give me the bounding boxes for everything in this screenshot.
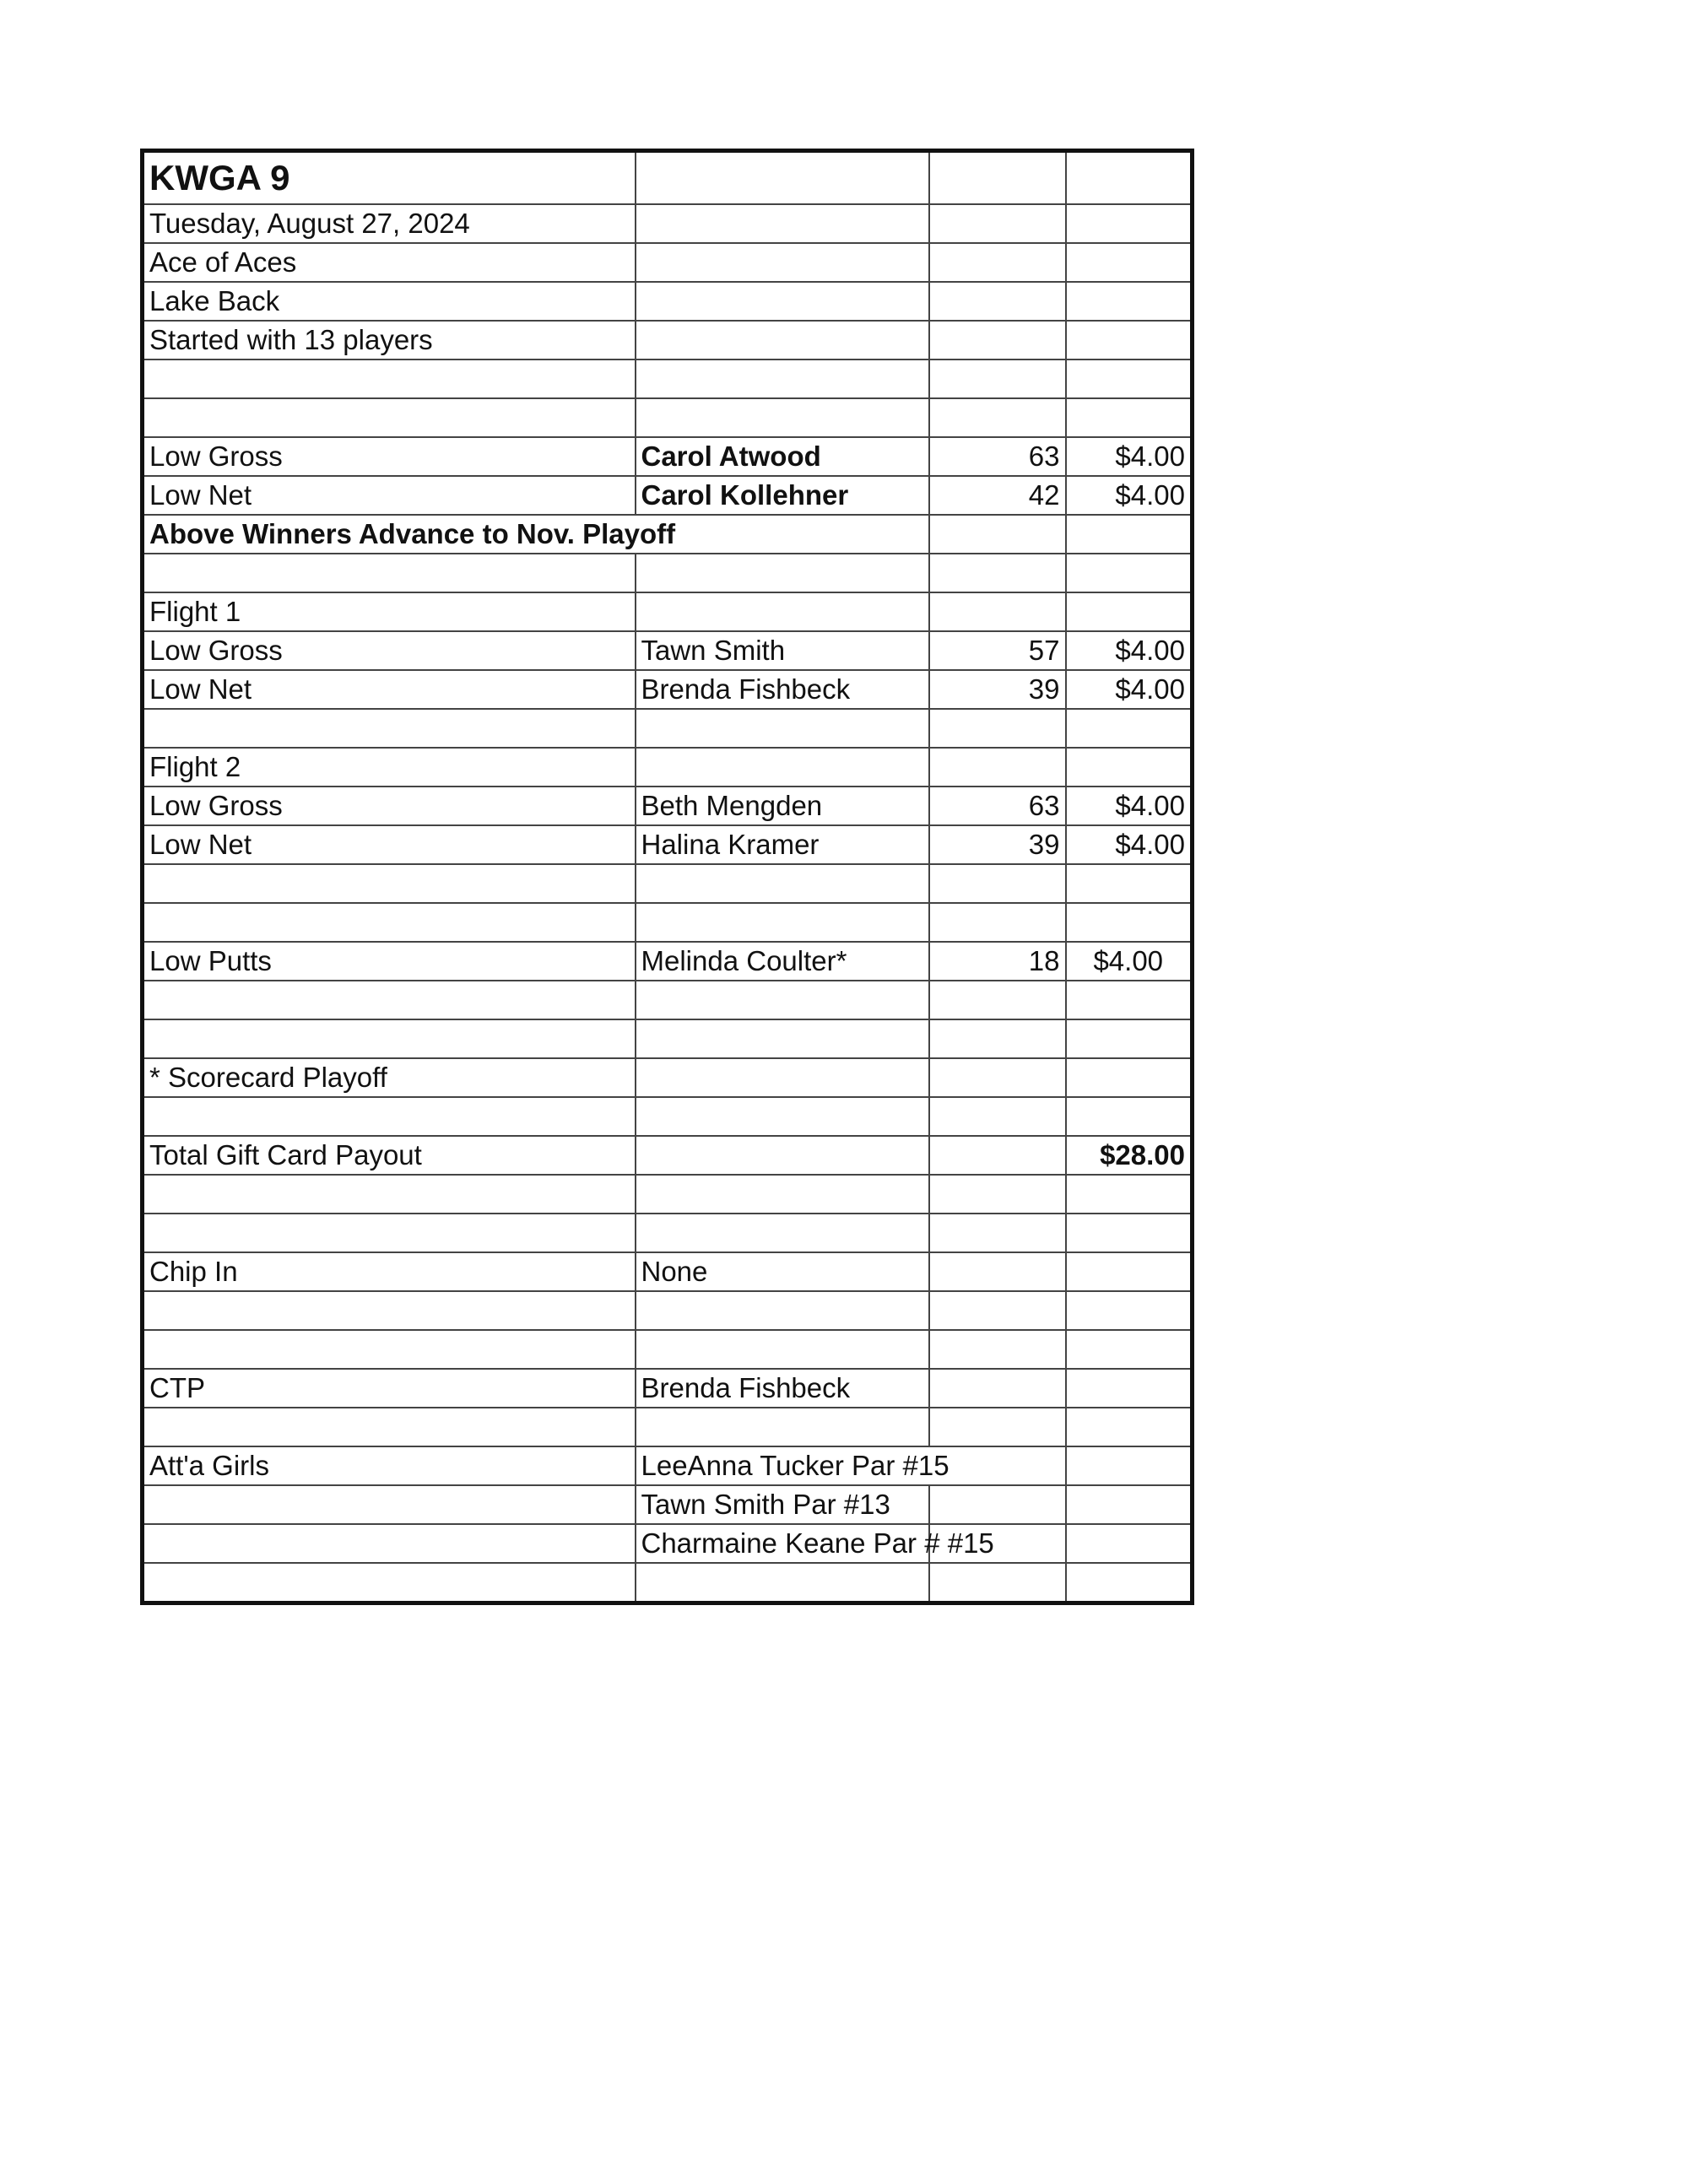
payout: $4.00 — [1066, 825, 1193, 864]
low-putts-row — [143, 942, 1193, 981]
winner-name: Carol Atwood — [636, 437, 929, 476]
flight2-low-gross-row — [143, 787, 1193, 825]
score: 39 — [929, 825, 1066, 864]
blank-row — [143, 1330, 1193, 1369]
date-row — [143, 204, 1193, 243]
course-row — [143, 282, 1193, 321]
blank-row — [143, 359, 1193, 398]
flight-label: Flight 2 — [143, 748, 636, 787]
score: 57 — [929, 631, 1066, 670]
atta-girls-entry: Tawn Smith Par #13 — [636, 1485, 929, 1524]
winner-name: Brenda Fishbeck — [636, 670, 929, 709]
category-label: Low Net — [143, 825, 636, 864]
atta-girls-row — [143, 1524, 1193, 1563]
payout: $4.00 — [1066, 476, 1193, 515]
flight1-header-row — [143, 592, 1193, 631]
category-label: Low Gross — [143, 631, 636, 670]
score: 18 — [929, 942, 1066, 981]
total-row — [143, 1136, 1193, 1175]
winner-name: Tawn Smith — [636, 631, 929, 670]
players-row — [143, 321, 1193, 359]
advance-note: Above Winners Advance to Nov. Playoff — [143, 515, 636, 554]
blank-row — [143, 398, 1193, 437]
flight2-low-net-row — [143, 825, 1193, 864]
results-sheet — [140, 149, 1194, 1605]
total-label: Total Gift Card Payout — [143, 1136, 636, 1175]
payout: $4.00 — [1066, 437, 1193, 476]
atta-girls-row — [143, 1446, 1193, 1485]
flight1-low-gross-row — [143, 631, 1193, 670]
event-name: Ace of Aces — [143, 243, 636, 282]
blank-row — [143, 981, 1193, 1019]
blank-row — [143, 1214, 1193, 1252]
atta-girls-label: Att'a Girls — [143, 1446, 636, 1485]
blank-row — [143, 1408, 1193, 1446]
winner-name: Carol Kollehner — [636, 476, 929, 515]
payout: $4.00 — [1066, 787, 1193, 825]
category-label: Low Net — [143, 476, 636, 515]
title-row — [143, 151, 1193, 205]
footnote: * Scorecard Playoff — [143, 1058, 636, 1097]
score: 63 — [929, 437, 1066, 476]
blank-row — [143, 554, 1193, 592]
category-label: Low Gross — [143, 787, 636, 825]
category-label: Low Net — [143, 670, 636, 709]
footnote-row — [143, 1058, 1193, 1097]
ctp-label: CTP — [143, 1369, 636, 1408]
blank-row — [143, 1175, 1193, 1214]
atta-girls-row — [143, 1485, 1193, 1524]
chip-in-label: Chip In — [143, 1252, 636, 1291]
score: 42 — [929, 476, 1066, 515]
winner-name: Halina Kramer — [636, 825, 929, 864]
overall-low-gross-row — [143, 437, 1193, 476]
blank-row — [143, 903, 1193, 942]
player-count: Started with 13 players — [143, 321, 636, 359]
winner-name: Melinda Coulter* — [636, 942, 929, 981]
payout: $4.00 — [1066, 942, 1193, 981]
ctp-value: Brenda Fishbeck — [636, 1369, 929, 1408]
blank-row — [143, 1291, 1193, 1330]
flight1-low-net-row — [143, 670, 1193, 709]
atta-girls-entry: LeeAnna Tucker Par #15 — [636, 1446, 929, 1485]
atta-girls-entry: Charmaine Keane Par # #15 — [636, 1524, 929, 1563]
advance-note-row — [143, 515, 1193, 554]
payout: $4.00 — [1066, 670, 1193, 709]
payout: $4.00 — [1066, 631, 1193, 670]
course-name: Lake Back — [143, 282, 636, 321]
flight-label: Flight 1 — [143, 592, 636, 631]
score: 63 — [929, 787, 1066, 825]
event-date: Tuesday, August 27, 2024 — [143, 204, 636, 243]
overall-low-net-row — [143, 476, 1193, 515]
blank-row — [143, 1019, 1193, 1058]
blank-row — [143, 709, 1193, 748]
blank-row — [143, 1563, 1193, 1603]
total-amount: $28.00 — [1066, 1136, 1193, 1175]
ctp-row — [143, 1369, 1193, 1408]
score: 39 — [929, 670, 1066, 709]
category-label: Low Gross — [143, 437, 636, 476]
sheet-title: KWGA 9 — [149, 158, 290, 197]
winner-name: Beth Mengden — [636, 787, 929, 825]
event-row — [143, 243, 1193, 282]
chip-in-value: None — [636, 1252, 929, 1291]
flight2-header-row — [143, 748, 1193, 787]
chip-in-row — [143, 1252, 1193, 1291]
blank-row — [143, 864, 1193, 903]
category-label: Low Putts — [143, 942, 636, 981]
blank-row — [143, 1097, 1193, 1136]
